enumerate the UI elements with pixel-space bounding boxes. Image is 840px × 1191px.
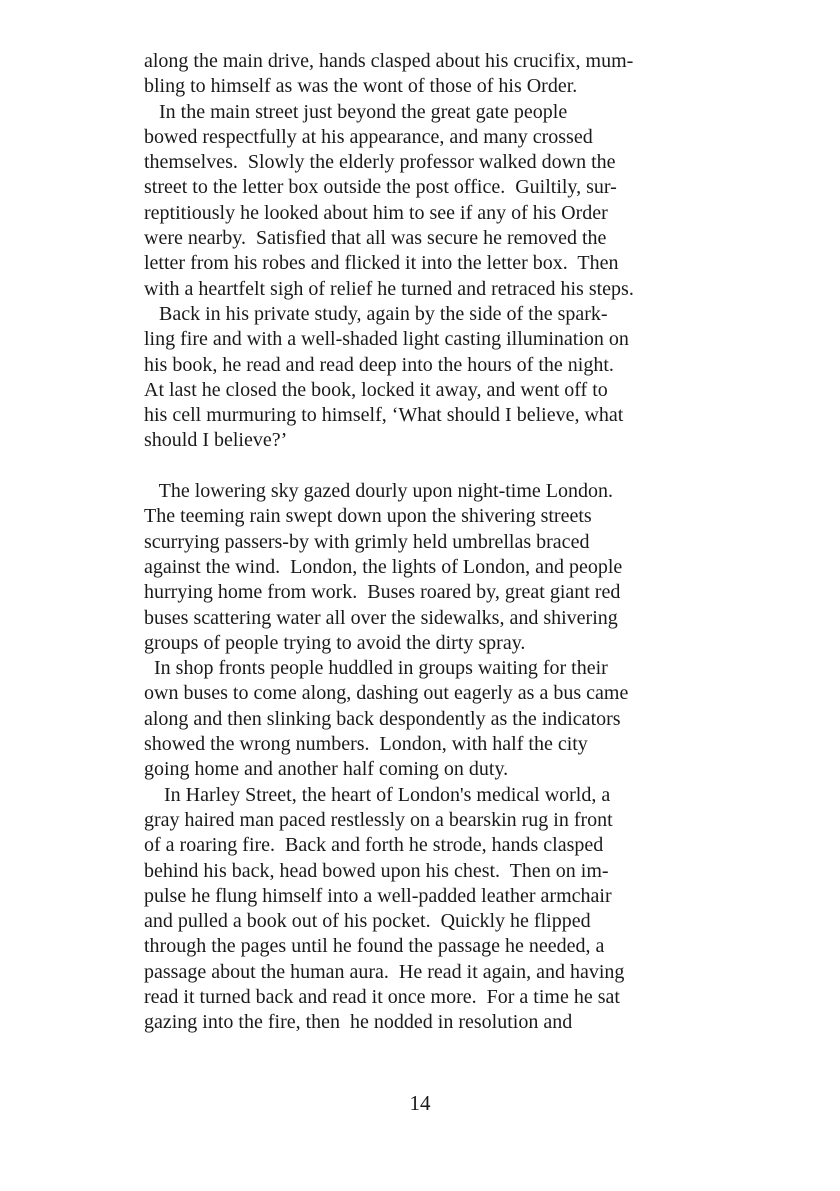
section-break [144, 454, 704, 479]
body-text [144, 49, 704, 1036]
text-line: At last he closed the book, locked it away, and went off to [144, 378, 608, 401]
text-line: should I believe?’ [144, 429, 288, 452]
text-line: with a heartfelt sigh of relief he turned and retraced his steps. [144, 277, 634, 300]
text-line: his cell murmuring to himself, ‘What should I believe, what [144, 404, 624, 427]
text-line: In the main street just beyond the great gate people [144, 100, 568, 123]
text-line: showed the wrong numbers. London, with half the city [144, 733, 588, 756]
text-line: letter from his robes and flicked it into the letter box. Then [144, 252, 619, 275]
text-line: gazing into the fire, then he nodded in resolution and [144, 1011, 573, 1034]
text-line: groups of people trying to avoid the dirty spray. [144, 631, 526, 654]
text-line: along the main drive, hands clasped about his crucifix, mum- [144, 50, 634, 72]
text-line: behind his back, head bowed upon his chest. Then on im- [144, 859, 609, 882]
text-line: gray haired man paced restlessly on a bearskin rug in front [144, 808, 613, 831]
text-line: Back in his private study, again by the side of the spark- [144, 302, 608, 325]
text-line: of a roaring fire. Back and forth he strode, hands clasped [144, 834, 604, 857]
text-line: and pulled a book out of his pocket. Quickly he flipped [144, 910, 591, 933]
text-line: buses scattering water all over the sidewalks, and shivering [144, 606, 618, 629]
text-line: against the wind. London, the lights of London, and people [144, 555, 623, 578]
text-line: scurrying passers-by with grimly held umbrellas braced [144, 530, 590, 553]
text-line: were nearby. Satisfied that all was secure he removed the [144, 227, 607, 250]
text-line: passage about the human aura. He read it again, and having [144, 960, 625, 983]
text-line: bowed respectfully at his appearance, and many crossed [144, 125, 593, 148]
text-line: going home and another half coming on duty. [144, 758, 509, 781]
text-line: The teeming rain swept down upon the shivering streets [144, 505, 592, 528]
text-line: In Harley Street, the heart of London's medical world, a [144, 783, 611, 806]
text-line: In shop fronts people huddled in groups waiting for their [144, 657, 608, 680]
text-line: street to the letter box outside the post office. Guiltily, sur- [144, 176, 617, 199]
page-number: 14 [409, 1091, 431, 1115]
text-line: his book, he read and read deep into the hours of the night. [144, 353, 614, 376]
text-line: own buses to come along, dashing out eagerly as a bus came [144, 682, 629, 705]
text-line: ling fire and with a well-shaded light casting illumination on [144, 328, 629, 351]
text-line: themselves. Slowly the elderly professor walked down the [144, 151, 616, 174]
text-line: through the pages until he found the passage he needed, a [144, 935, 605, 958]
text-line: read it turned back and read it once more. For a time he sat [144, 985, 620, 1008]
text-line: hurrying home from work. Buses roared by, great giant red [144, 581, 621, 604]
text-line: bling to himself as was the wont of those of his Order. [144, 75, 578, 98]
text-line: pulse he flung himself into a well-padded leather armchair [144, 884, 612, 907]
text-line: The lowering sky gazed dourly upon night-time London. [144, 480, 613, 503]
text-line: reptitiously he looked about him to see if any of his Order [144, 201, 608, 224]
text-line: along and then slinking back despondently as the indicators [144, 707, 621, 730]
